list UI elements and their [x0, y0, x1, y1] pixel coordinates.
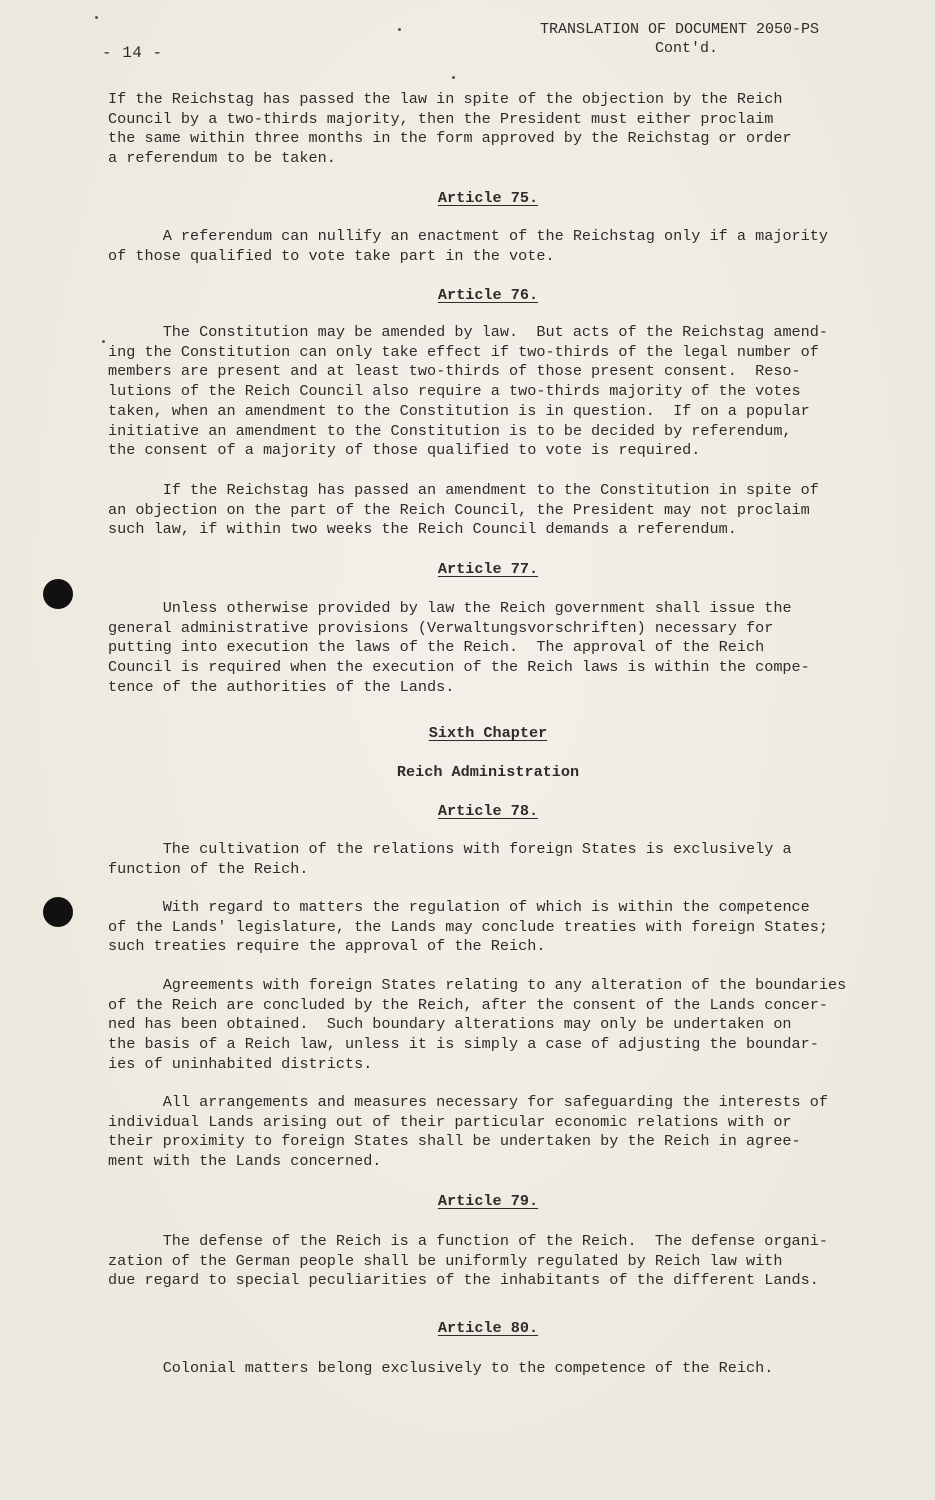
- article-76-text-1: The Constitution may be amended by law. But acts of the Reichstag amend- ing the Constitution can only take effect if two-thirds of the legal number of members are present and at least two-thirds of those present consent. Reso- lutions of the Reich Council also require a two-thirds majority of the votes taken, when an amendment to the Constitution is in question. If on a popular initiative an amendment to the Constitution is to be decided by referendum, the consent of a majority of those qualified to vote is required.: [108, 323, 829, 460]
- article-75-text: A referendum can nullify an enactment of the Reichstag only if a majority of those qualified to vote take part in the vote.: [108, 227, 829, 265]
- document-header: [540, 20, 860, 58]
- paragraph-intro: If the Reichstag has passed the law in spite of the objection by the Reich Council by a two-thirds majority, then the President must either proclaim the same within three months in the form approved by the Reichstag or order a referendum to be taken.: [108, 90, 792, 168]
- article-76-title: Article 76.: [437, 286, 539, 304]
- chapter-subheading: [108, 762, 868, 782]
- header-title: TRANSLATION OF DOCUMENT 2050-PS: [540, 21, 820, 38]
- article-78-text-1: The cultivation of the relations with foreign States is exclusively a function of the Reich.: [108, 840, 792, 878]
- page-number: - 14 -: [102, 44, 163, 62]
- article-77-heading: [108, 559, 868, 579]
- article-80-text: Colonial matters belong exclusively to the competence of the Reich.: [108, 1359, 774, 1377]
- paper-speck: [398, 28, 401, 31]
- article-77-title: Article 77.: [437, 560, 539, 578]
- punch-hole: [43, 897, 73, 927]
- article-80-title: Article 80.: [437, 1319, 539, 1337]
- article-78-text-4: All arrangements and measures necessary for safeguarding the interests of individual Lands arising out of their particular economic relations with or their proximity to foreign States shall be undertaken by the Reich in agree- ment with the Lands concerned.: [108, 1093, 829, 1171]
- article-78-text-3: Agreements with foreign States relating to any alteration of the boundaries of the Reich are concluded by the Reich, after the consent of the Lands concer- ned has been obtained. Such boundary alterations may only be undertaken on the basis of a Reich law, unless it is simply a case of adjusting the boundar- ies of uninhabited districts.: [108, 976, 847, 1073]
- article-75-heading: [108, 188, 868, 208]
- article-78-text-2: With regard to matters the regulation of which is within the competence of the Lands' legislature, the Lands may conclude treaties with foreign States; such treaties require the approval of the Reich.: [108, 898, 829, 956]
- article-80-heading: [108, 1318, 868, 1338]
- chapter-title: Sixth Chapter: [428, 724, 548, 742]
- chapter-subtitle: Reich Administration: [396, 763, 580, 781]
- article-75-title: Article 75.: [437, 189, 539, 207]
- punch-hole: [43, 579, 73, 609]
- article-79-title: Article 79.: [437, 1192, 539, 1210]
- paper-speck: [102, 340, 105, 343]
- paper-speck: [95, 16, 98, 19]
- header-continued: Cont'd.: [655, 40, 719, 57]
- article-79-text: The defense of the Reich is a function of the Reich. The defense organi- zation of the German people shall be uniformly regulated by Reich law with due regard to special peculiarities of the inhabitants of the different Lands.: [108, 1232, 829, 1290]
- paper-speck: [452, 76, 455, 79]
- article-79-heading: [108, 1191, 868, 1211]
- article-77-text: Unless otherwise provided by law the Reich government shall issue the general administrative provisions (Verwaltungsvorschriften) necessary for putting into execution the laws of the Reich. The approval of the Reich Council is required when the execution of the Reich laws is within the compe- tence of the authorities of the Lands.: [108, 599, 810, 696]
- article-78-heading: [108, 801, 868, 821]
- article-76-heading: [108, 285, 868, 305]
- article-76-text-2: If the Reichstag has passed an amendment to the Constitution in spite of an objection on the part of the Reich Council, the President may not proclaim such law, if within two weeks the Reich Council demands a referendum.: [108, 481, 819, 539]
- article-78-title: Article 78.: [437, 802, 539, 820]
- chapter-heading: [108, 723, 868, 743]
